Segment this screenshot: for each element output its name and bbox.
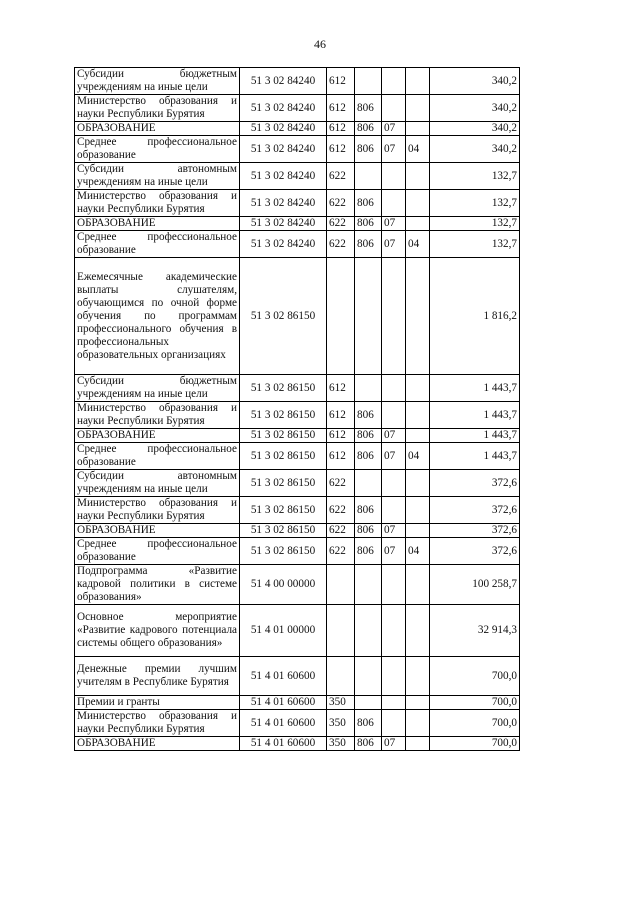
- cell-sum: 340,2: [430, 136, 520, 163]
- cell-rz: [382, 710, 406, 737]
- cell-grbs: 806: [355, 402, 382, 429]
- budget-table: [74, 67, 520, 751]
- cell-name: Субсидии бюджетным учреждениям на иные цели: [75, 68, 240, 95]
- cell-grbs: [355, 258, 382, 375]
- cell-name: Премии и гранты: [75, 696, 240, 710]
- cell-csr: 51 4 01 60600: [240, 657, 327, 696]
- cell-grbs: 806: [355, 122, 382, 136]
- table-row: [75, 231, 520, 258]
- cell-sum: 100 258,7: [430, 565, 520, 605]
- cell-pr: [406, 657, 430, 696]
- table-row: [75, 95, 520, 122]
- cell-vr: 612: [327, 429, 355, 443]
- cell-csr: 51 4 01 60600: [240, 696, 327, 710]
- cell-csr: 51 3 02 86150: [240, 258, 327, 375]
- cell-rz: [382, 402, 406, 429]
- cell-pr: [406, 95, 430, 122]
- cell-rz: [382, 68, 406, 95]
- cell-vr: [327, 657, 355, 696]
- cell-rz: [382, 190, 406, 217]
- cell-sum: 1 443,7: [430, 443, 520, 470]
- cell-grbs: 806: [355, 429, 382, 443]
- cell-pr: [406, 217, 430, 231]
- cell-rz: [382, 657, 406, 696]
- cell-pr: [406, 190, 430, 217]
- cell-rz: [382, 565, 406, 605]
- cell-rz: 07: [382, 217, 406, 231]
- cell-grbs: 806: [355, 136, 382, 163]
- cell-sum: 700,0: [430, 710, 520, 737]
- cell-name: Среднее профессиональное образование: [75, 231, 240, 258]
- cell-vr: 612: [327, 95, 355, 122]
- cell-sum: 340,2: [430, 95, 520, 122]
- cell-rz: [382, 696, 406, 710]
- table-row: [75, 696, 520, 710]
- cell-csr: 51 4 01 60600: [240, 710, 327, 737]
- table-row: [75, 429, 520, 443]
- table-row: [75, 470, 520, 497]
- cell-vr: 622: [327, 217, 355, 231]
- cell-csr: 51 3 02 86150: [240, 375, 327, 402]
- cell-name: ОБРАЗОВАНИЕ: [75, 429, 240, 443]
- cell-pr: 04: [406, 136, 430, 163]
- cell-csr: 51 3 02 86150: [240, 429, 327, 443]
- cell-pr: [406, 696, 430, 710]
- table-row: [75, 68, 520, 95]
- cell-sum: 372,6: [430, 524, 520, 538]
- cell-pr: [406, 375, 430, 402]
- cell-pr: [406, 68, 430, 95]
- cell-rz: [382, 470, 406, 497]
- cell-grbs: 806: [355, 497, 382, 524]
- cell-pr: [406, 163, 430, 190]
- cell-pr: [406, 429, 430, 443]
- cell-csr: 51 4 01 60600: [240, 737, 327, 751]
- table-row: [75, 217, 520, 231]
- table-row: [75, 122, 520, 136]
- cell-vr: 622: [327, 163, 355, 190]
- cell-sum: 372,6: [430, 470, 520, 497]
- cell-grbs: [355, 68, 382, 95]
- table-row: [75, 497, 520, 524]
- cell-csr: 51 3 02 84240: [240, 95, 327, 122]
- cell-csr: 51 3 02 86150: [240, 470, 327, 497]
- cell-name: Министерство образования и науки Республики Бурятия: [75, 402, 240, 429]
- cell-grbs: 806: [355, 443, 382, 470]
- cell-name: Ежемесячные академические выплаты слушателям, обучающимся по очной форме обучения по программам профессионального обучения в профессиональных образовательных организациях: [75, 258, 240, 375]
- table-row: [75, 605, 520, 657]
- cell-sum: 700,0: [430, 737, 520, 751]
- cell-sum: 700,0: [430, 696, 520, 710]
- cell-pr: [406, 565, 430, 605]
- cell-vr: 622: [327, 231, 355, 258]
- cell-grbs: 806: [355, 737, 382, 751]
- cell-pr: [406, 258, 430, 375]
- cell-csr: 51 4 01 00000: [240, 605, 327, 657]
- cell-csr: 51 3 02 86150: [240, 524, 327, 538]
- cell-name: Министерство образования и науки Республики Бурятия: [75, 497, 240, 524]
- cell-name: Министерство образования и науки Республики Бурятия: [75, 95, 240, 122]
- table-row: [75, 375, 520, 402]
- cell-sum: 1 443,7: [430, 429, 520, 443]
- cell-vr: [327, 565, 355, 605]
- cell-csr: 51 3 02 84240: [240, 163, 327, 190]
- cell-vr: 622: [327, 190, 355, 217]
- page-number: 46: [314, 37, 326, 51]
- cell-pr: [406, 524, 430, 538]
- cell-sum: 32 914,3: [430, 605, 520, 657]
- cell-grbs: 806: [355, 524, 382, 538]
- cell-rz: 07: [382, 231, 406, 258]
- cell-sum: 132,7: [430, 190, 520, 217]
- table-row: [75, 190, 520, 217]
- cell-rz: 07: [382, 122, 406, 136]
- cell-pr: [406, 737, 430, 751]
- cell-vr: 622: [327, 524, 355, 538]
- cell-vr: 350: [327, 696, 355, 710]
- table-row: [75, 737, 520, 751]
- cell-name: ОБРАЗОВАНИЕ: [75, 122, 240, 136]
- cell-sum: 132,7: [430, 217, 520, 231]
- table-row: [75, 710, 520, 737]
- table-row: [75, 136, 520, 163]
- cell-sum: 372,6: [430, 497, 520, 524]
- cell-vr: [327, 605, 355, 657]
- cell-vr: 612: [327, 402, 355, 429]
- cell-rz: [382, 375, 406, 402]
- cell-vr: 622: [327, 497, 355, 524]
- cell-pr: [406, 605, 430, 657]
- cell-name: Субсидии автономным учреждениям на иные цели: [75, 163, 240, 190]
- cell-csr: 51 3 02 84240: [240, 122, 327, 136]
- cell-csr: 51 3 02 84240: [240, 136, 327, 163]
- cell-csr: 51 3 02 84240: [240, 68, 327, 95]
- cell-name: ОБРАЗОВАНИЕ: [75, 737, 240, 751]
- cell-rz: 07: [382, 737, 406, 751]
- cell-csr: 51 3 02 84240: [240, 190, 327, 217]
- cell-rz: 07: [382, 524, 406, 538]
- cell-csr: 51 3 02 86150: [240, 497, 327, 524]
- cell-sum: 700,0: [430, 657, 520, 696]
- cell-name: Министерство образования и науки Республики Бурятия: [75, 190, 240, 217]
- cell-vr: 350: [327, 710, 355, 737]
- cell-grbs: 806: [355, 710, 382, 737]
- cell-csr: 51 3 02 84240: [240, 217, 327, 231]
- cell-pr: [406, 470, 430, 497]
- cell-grbs: [355, 375, 382, 402]
- cell-csr: 51 3 02 86150: [240, 443, 327, 470]
- cell-vr: 350: [327, 737, 355, 751]
- cell-rz: 07: [382, 429, 406, 443]
- cell-vr: [327, 258, 355, 375]
- table-row: [75, 657, 520, 696]
- cell-pr: 04: [406, 538, 430, 565]
- cell-grbs: [355, 470, 382, 497]
- table-row: [75, 258, 520, 375]
- cell-rz: [382, 497, 406, 524]
- cell-grbs: [355, 163, 382, 190]
- cell-grbs: 806: [355, 217, 382, 231]
- table-row: [75, 524, 520, 538]
- table-row: [75, 565, 520, 605]
- cell-name: Подпрограмма «Развитие кадровой политики в системе образования»: [75, 565, 240, 605]
- cell-sum: 340,2: [430, 68, 520, 95]
- cell-grbs: [355, 657, 382, 696]
- cell-name: ОБРАЗОВАНИЕ: [75, 217, 240, 231]
- cell-sum: 132,7: [430, 163, 520, 190]
- cell-sum: 1 816,2: [430, 258, 520, 375]
- cell-name: Субсидии автономным учреждениям на иные цели: [75, 470, 240, 497]
- cell-name: Основное мероприятие «Развитие кадрового потенциала системы общего образования»: [75, 605, 240, 657]
- cell-csr: 51 3 02 84240: [240, 231, 327, 258]
- cell-csr: 51 4 00 00000: [240, 565, 327, 605]
- cell-vr: 612: [327, 136, 355, 163]
- cell-rz: [382, 163, 406, 190]
- cell-name: Денежные премии лучшим учителям в Республике Бурятия: [75, 657, 240, 696]
- cell-csr: 51 3 02 86150: [240, 538, 327, 565]
- cell-pr: [406, 122, 430, 136]
- cell-pr: [406, 497, 430, 524]
- cell-grbs: 806: [355, 231, 382, 258]
- cell-grbs: 806: [355, 95, 382, 122]
- cell-pr: [406, 710, 430, 737]
- cell-sum: 1 443,7: [430, 375, 520, 402]
- cell-name: Среднее профессиональное образование: [75, 443, 240, 470]
- cell-name: Субсидии бюджетным учреждениям на иные цели: [75, 375, 240, 402]
- cell-name: Среднее профессиональное образование: [75, 538, 240, 565]
- cell-pr: 04: [406, 231, 430, 258]
- table-row: [75, 443, 520, 470]
- cell-vr: 612: [327, 68, 355, 95]
- cell-name: Министерство образования и науки Республики Бурятия: [75, 710, 240, 737]
- cell-grbs: 806: [355, 190, 382, 217]
- table-row: [75, 538, 520, 565]
- cell-rz: 07: [382, 136, 406, 163]
- cell-rz: [382, 95, 406, 122]
- cell-vr: 612: [327, 122, 355, 136]
- cell-sum: 132,7: [430, 231, 520, 258]
- cell-rz: 07: [382, 443, 406, 470]
- cell-name: ОБРАЗОВАНИЕ: [75, 524, 240, 538]
- table-row: [75, 402, 520, 429]
- table-row: [75, 163, 520, 190]
- cell-grbs: 806: [355, 538, 382, 565]
- cell-pr: [406, 402, 430, 429]
- cell-rz: [382, 258, 406, 375]
- cell-grbs: [355, 605, 382, 657]
- cell-sum: 372,6: [430, 538, 520, 565]
- cell-grbs: [355, 565, 382, 605]
- cell-vr: 612: [327, 375, 355, 402]
- cell-pr: 04: [406, 443, 430, 470]
- cell-grbs: [355, 696, 382, 710]
- cell-rz: 07: [382, 538, 406, 565]
- cell-rz: [382, 605, 406, 657]
- cell-sum: 1 443,7: [430, 402, 520, 429]
- cell-vr: 622: [327, 470, 355, 497]
- cell-vr: 622: [327, 538, 355, 565]
- cell-vr: 612: [327, 443, 355, 470]
- cell-name: Среднее профессиональное образование: [75, 136, 240, 163]
- cell-csr: 51 3 02 86150: [240, 402, 327, 429]
- cell-sum: 340,2: [430, 122, 520, 136]
